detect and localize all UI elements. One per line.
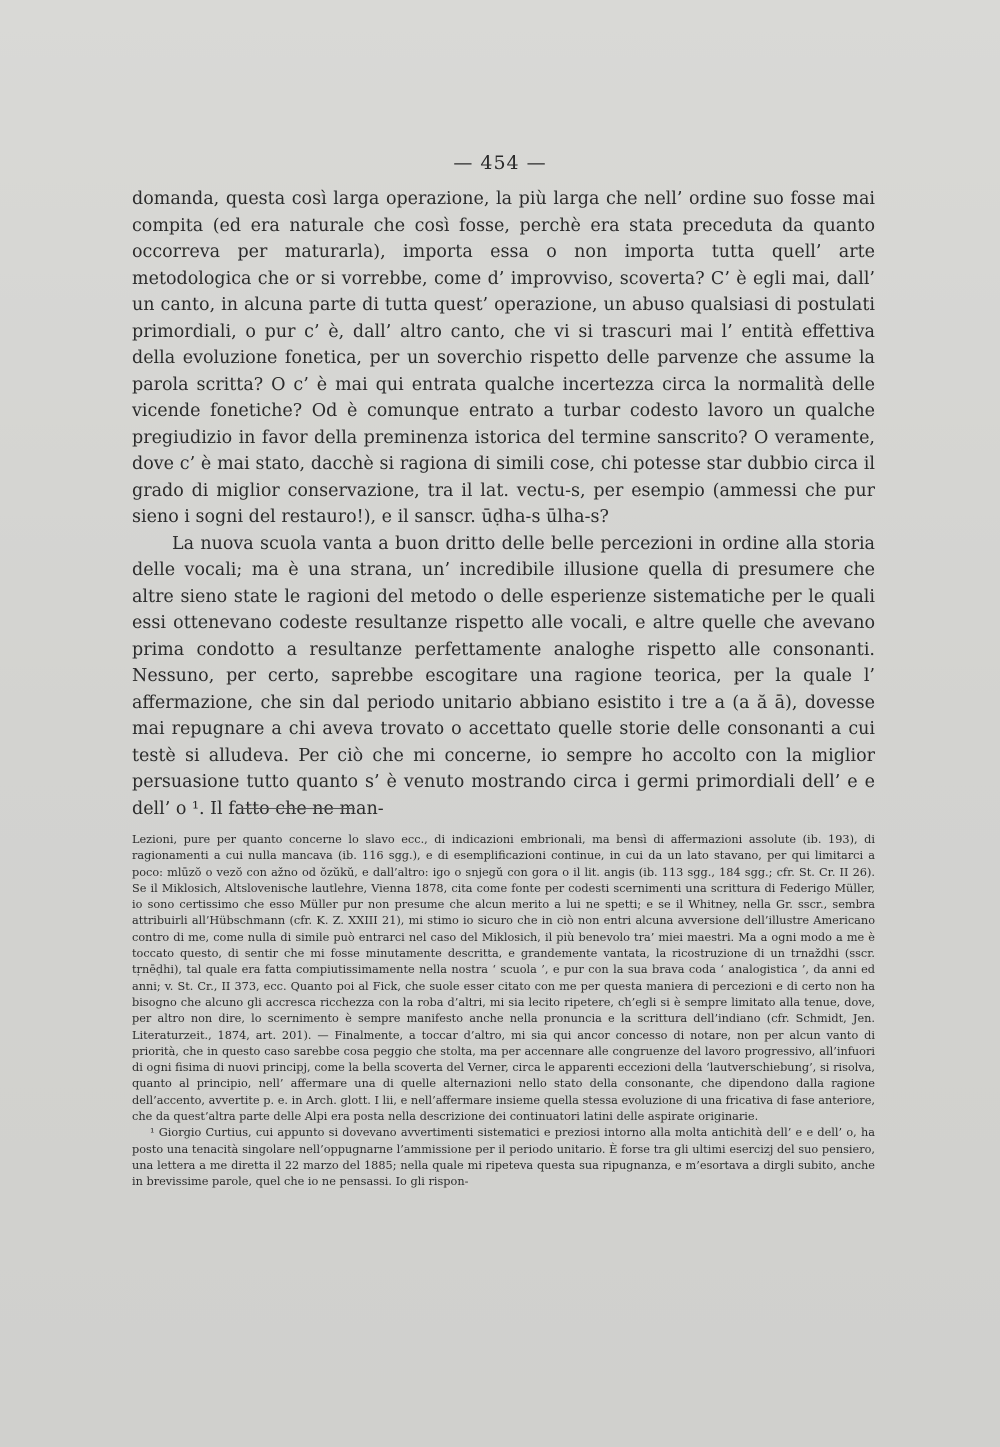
page-number: — 454 —	[453, 152, 547, 174]
footnote-separator	[240, 808, 355, 809]
footnote-1: ¹ Giorgio Curtius, cui appunto si dovevano avvertimenti sistematici e preziosi intorno alla molta antichità dell’ e e dell’ o, ha posto una tenacità singolare nell’oppugnarne l’ammissione per il periodo unitario. È forse tra gli ultimi esercizj del suo pensiero, una lettera a me diretta il 22 marzo del 1885; nella quale mi ripeteva questa sua ripugnanza, e m’esortava a dirgli subito, anche in brevissime parole, quel che io ne pensassi. Io gli rispon-	[132, 1126, 875, 1189]
main-text	[132, 186, 875, 822]
body-paragraph-2: La nuova scuola vanta a buon dritto delle belle percezioni in ordine alla storia delle vocali; ma è una strana, un’ incredibile illusione quella di presumere che altre sieno state le ragioni del metodo o delle esperienze sistematiche per le quali essi ottenevano codeste resultanze rispetto alle vocali, e altre quelle che avevano prima condotto a resultanze perfettamente analoghe rispetto alle consonanti. Nessuno, per certo, saprebbe escogitare una ragione teorica, per la quale l’ affermazione, che sin dal periodo unitario abbiano esistito i tre a (a ă ā), dovesse mai repugnare a chi aveva trovato o accettato quelle storie delle consonanti a cui testè si alludeva. Per ciò che mi concerne, io sempre ho accolto con la miglior persuasione tutto quanto s’ è venuto mostrando circa i germi primordiali dell’ e e dell’ o ¹. Il fatto che ne man-	[132, 533, 875, 819]
footnote-continued: Lezioni, pure per quanto concerne lo slavo ecc., di indicazioni embrionali, ma bensì di affermazioni assolute (ib. 193), di ragionamenti a cui nulla mancava (ib. 116 sgg.), e di esemplificazioni continue, in cui da un lato stavano, per qui limitarci a poco: mlūzŏ o vezŏ con ažno od ŏzŭkŭ, e dall’altro: igo o snjegŭ con gora o il lit. angis (ib. 113 sgg., 184 sgg.; cfr. St. Cr. II 26). Se il Miklosich, Altslovenische lautlehre, Vienna 1878, cita come fonte per codesti scernimenti una scrittura di Federigo Müller, io sono certissimo che esso Müller pur non presume che alcun merito a lui ne spetti; e se il Whitney, nella Gr. sscr., sembra attribuirli all’Hübschmann (cfr. K. Z. XXIII 21), mi stimo io sicuro che in ciò non entri alcuna avversione dell’illustre Americano contro di me, come nulla di simile può entrarci nel caso del Miklosich, il più benevolo tra’ miei maestri. Ma a ogni modo a me è toccato questo, di sentir che mi fosse minutamente descritta, e grandemente vantata, la ricostruzione di un trnaždhi (sscr. tṛnēḍhi), tal quale era fatta compiutissimamente nella nostra ‘ scuola ’, e pur con la sua brava coda ‘ analogistica ’, da anni ed anni; v. St. Cr., II 373, ecc. Quanto poi al Fick, che suole esser citato con me per questa maniera di percezioni e di certo non ha bisogno che alcuno gli accresca ricchezza con la roba d’altri, mi sia lecito ripetere, ch’egli si è sempre limitato alla tenue, dove, per altro non dire, lo scernimento è sempre manifesto anche nella pronuncia e la scrittura dell’indiano (cfr. Schmidt, Jen. Literaturzeit., 1874, art. 201). — Finalmente, a toccar d’altro, mi sia qui ancor concesso di notare, non per alcun vanto di priorità, che in questo caso sarebbe cosa peggio che stolta, ma per accennare alle congruenze del lavoro progressivo, all’infuori di ogni fisima di nuovi principj, come la bella scoverta del Verner, circa le apparenti eccezioni della ‘lautverschiebung’, si risolva, quanto al principio, nell’ affermare una di quelle alternazioni nello stato della consonante, che dipendono dalla ragione dell’accento, avvertite p. e. in Arch. glott. I lii, e nell’affermare insieme quella stessa evoluzione di una fricativa di fase anteriore, che da quest’altra parte delle Alpi era posta nella descrizione dei continuatori latini delle aspirate originarie.	[132, 833, 875, 1124]
body-paragraph-1: domanda, questa così larga operazione, la più larga che nell’ ordine suo fosse mai compita (ed era naturale che così fosse, perchè era stata preceduta da quanto occorreva per maturarla), importa essa o non importa tutta quell’ arte metodologica che or si vorrebbe, come d’ improvviso, scoverta? C’ è egli mai, dall’ un canto, in alcuna parte di tutta quest’ operazione, un abuso qualsiasi di postulati primordiali, o pur c’ è, dall’ altro canto, che vi si trascuri mai l’ entità effettiva della evoluzione fonetica, per un soverchio rispetto delle parvenze che assume la parola scritta? O c’ è mai qui entrata qualche incertezza circa la normalità delle vicende fonetiche? Od è comunque entrato a turbar codesto lavoro un qualche pregiudizio in favor della preminenza istorica del termine sanscrito? O veramente, dove c’ è mai stato, dacchè si ragiona di simili cose, chi potesse star dubbio circa il grado di miglior conservazione, tra il lat. vectu-s, per esempio (ammessi che pur sieno i sogni del restauro!), e il sanscr. ūḍha-s ūlha-s?	[132, 189, 875, 527]
footnotes	[132, 832, 875, 1191]
